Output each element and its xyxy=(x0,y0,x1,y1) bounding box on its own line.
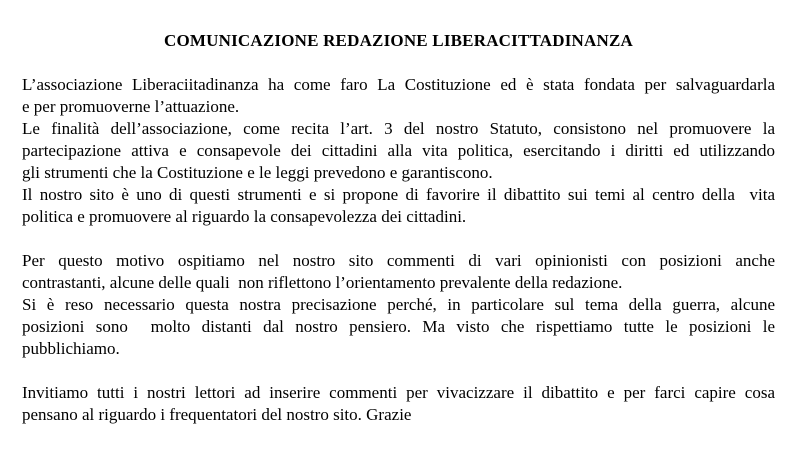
doc-line: Invitiamo tutti i nostri lettori ad inserire commenti per vivacizzare il dibattito e per farci capire cosa xyxy=(22,383,775,402)
paragraph-block-intro xyxy=(22,74,775,228)
paragraph-block-invitation xyxy=(22,382,775,426)
paragraph-block-motivation xyxy=(22,250,775,360)
doc-line: L’associazione Liberaciitadinanza ha come faro La Costituzione ed è stata fondata per salvaguardarla xyxy=(22,75,775,94)
page-title: COMUNICAZIONE REDAZIONE LIBERACITTADINANZA xyxy=(163,31,634,50)
doc-line: Si è reso necessario questa nostra precisazione perché, in particolare sul tema della guerra, alcune xyxy=(22,295,775,314)
doc-line: posizioni sono molto distanti dal nostro pensiero. Ma visto che rispettiamo tutte le posizioni le xyxy=(22,317,775,336)
doc-line: e per promuoverne l’attuazione. xyxy=(22,97,240,116)
doc-line: pensano al riguardo i frequentatori del nostro sito. Grazie xyxy=(22,405,412,424)
doc-line: politica e promuovere al riguardo la consapevolezza dei cittadini. xyxy=(22,207,467,226)
doc-line: pubblichiamo. xyxy=(22,339,120,358)
doc-line: contrastanti, alcune delle quali non riflettono l’orientamento prevalente della redazione. xyxy=(22,273,623,292)
doc-line: Per questo motivo ospitiamo nel nostro sito commenti di vari opinionisti con posizioni anche xyxy=(22,251,775,270)
doc-line: partecipazione attiva e consapevole dei cittadini alla vita politica, esercitando i diritti ed utilizzando xyxy=(22,141,775,160)
doc-line: gli strumenti che la Costituzione e le leggi prevedono e garantiscono. xyxy=(22,163,493,182)
doc-line: Le finalità dell’associazione, come recita l’art. 3 del nostro Statuto, consistono nel promuovere la xyxy=(22,119,775,138)
doc-line: Il nostro sito è uno di questi strumenti e si propone di favorire il dibattito sui temi al centro della vita xyxy=(22,185,775,204)
